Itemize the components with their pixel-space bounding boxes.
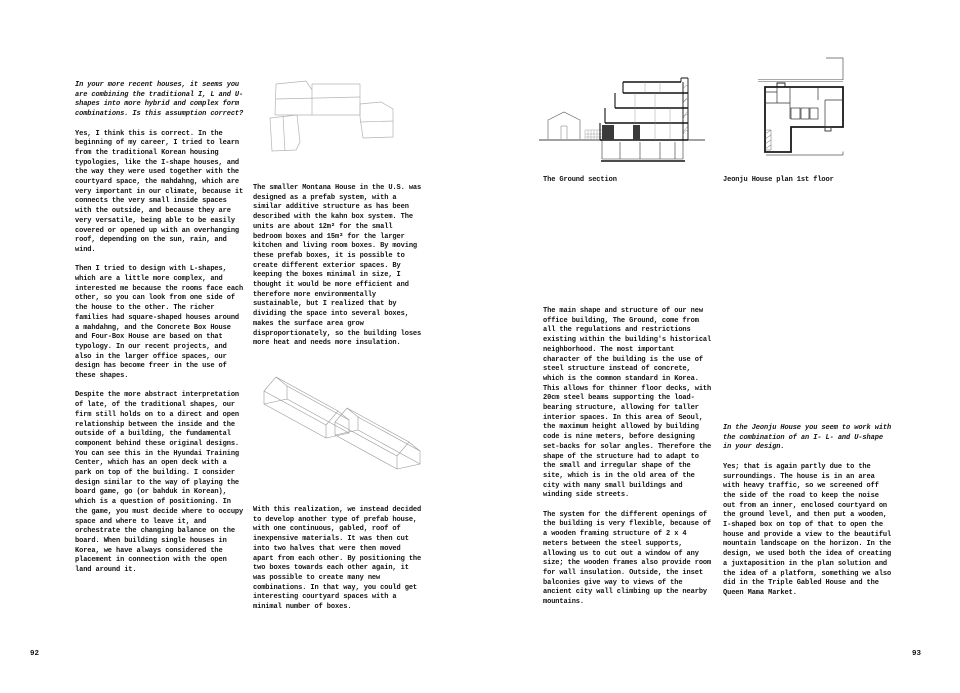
page92-column2-gabled — [253, 506, 423, 613]
figure-box-cluster-drawing — [250, 65, 460, 185]
interview-question-shapes: In your more recent houses, it seems you are combining the traditional I, L and U-shapes into more hybrid and complex form combinations. Is this assumption correct? — [75, 81, 244, 119]
answer-paragraph-ishapes: Yes, I think this is correct. In the beginning of my career, I tried to learn from the traditional Korean housing typologies, like the I-shape houses, and the way they were used together with the courtyard space, the mahdahng, which are very important in our climate, because it connects the very small inside spaces with the outside, and because they are very versatile, being able to be easily covered or opened up with an overhanging roof, depending on the sun, rain, and wind. — [75, 129, 244, 254]
box-cluster-axonometric — [250, 65, 460, 185]
answer-paragraph-jeonju: Yes; that is again partly due to the surroundings. The house is in an area with heavy traffic, so we screened off the side of the road to keep the noise out from an inner, enclosed courtyard on the ground level, and then put a wooden, I-shaped box on top of that to open the house and provide a view to the beautiful mountain landscape on the horizon. In the design, we used both the idea of creating a juxtaposition in the plan solution and the idea of a platform, something we also did in the Triple Gabled House and the Queen Mama Market. — [723, 462, 892, 597]
page-number-left: 92 — [30, 650, 40, 658]
answer-paragraph-abstract: Despite the more abstract interpretation of late, of the traditional shapes, our firm still holds on to a direct and open relationship between the inside and the outside of a building, the fundamental component behind these original designs. You can see this in the Hyundai Training Center, which has an open deck with a park on top of the building. I consider design similar to the way of playing the board game, go (or bahduk in Korean), which is a question of positioning. In the game, you must decide where to occupy space and where to leave it, and orchestrate the changing balance on the board. When building single houses in Korea, we have always considered the placement in connection with the open land around it. — [75, 391, 244, 575]
caption-ground-section: The Ground section — [543, 176, 617, 184]
page92-column1 — [75, 81, 245, 576]
figure-gabled-bars-drawing — [250, 360, 460, 500]
interview-question-jeonju: In the Jeonju House you seem to work with the combination of an I- L- and U-shape in your design. — [723, 424, 892, 452]
figure-ground-section-drawing — [535, 62, 710, 174]
building-section — [535, 62, 710, 174]
caption-jeonju-plan: Jeonju House plan 1st floor — [723, 176, 834, 184]
floor-plan — [728, 55, 913, 180]
paragraph-gabled-prefab: With this realization, we instead decided to develop another type of prefab house, with one continuous, gabled, roof of inexpensive materials. It was then cut into two halves that were then moved apart from each other. By positioning the two boxes towards each other again, it was possible to create many new combinations. In that way, you could get interesting courtyard spaces with a minimal number of boxes. — [253, 506, 422, 612]
paragraph-montana-house: The smaller Montana House in the U.S. was designed as a prefab system, with a similar additive structure as has been described with the kahn box system. The units are about 12m² for the small bedroom boxes and 15m² for the larger kitchen and living room boxes. By moving these prefab boxes, it is possible to create different exterior spaces. By keeping the boxes minimal in size, I thought it would be more efficient and therefore more environmentally sustainable, but I realized that by dividing the space into several boxes, makes the surface area grow disproportionately, so the building loses more heat and needs more insulation. — [253, 184, 422, 348]
figure-jeonju-plan-drawing — [728, 55, 913, 180]
page93-column2 — [723, 424, 893, 599]
gabled-wireframe-axonometric — [250, 360, 460, 500]
page92-column2-montana — [253, 184, 423, 349]
paragraph-openings: The system for the different openings of the building is very flexible, because of a wooden framing structure of 2 x 4 meters between the steel supports, allowing us to cut out a window of any size; the wooden frames also provide room for wall insulation. Outside, the inset balconies give way to views of the ancient city wall climbing up the nearby mountains. — [543, 510, 712, 607]
page93-column1 — [543, 307, 713, 608]
paragraph-the-ground: The main shape and structure of our new office building, The Ground, come from all the regulations and restrictions existing within the building's historical neighborhood. The most important character of the building is the use of steel structure instead of concrete, which is the common standard in Korea. This allows for thinner floor decks, with 20cm steel beams supporting the load-bearing structure, allowing for taller interior spaces. In this area of Seoul, the maximum height allowed by building code is nine meters, before designing set-backs for solar angles. Therefore the shape of the structure had to adapt to the small and irregular shape of the site, which is in the old area of the city with many small buildings and winding side streets. — [543, 307, 712, 500]
answer-paragraph-lshapes: Then I tried to design with L-shapes, which are a little more complex, and interested me because the rooms face each other, so you can look from one side of the house to the other. The richer families had square-shaped houses around a mahdahng, and the Concrete Box House and Four-Box House are based on that typology. In our recent projects, and also in the larger office spaces, our design has become freer in the use of these shapes. — [75, 265, 244, 381]
page-number-right: 93 — [912, 650, 922, 658]
